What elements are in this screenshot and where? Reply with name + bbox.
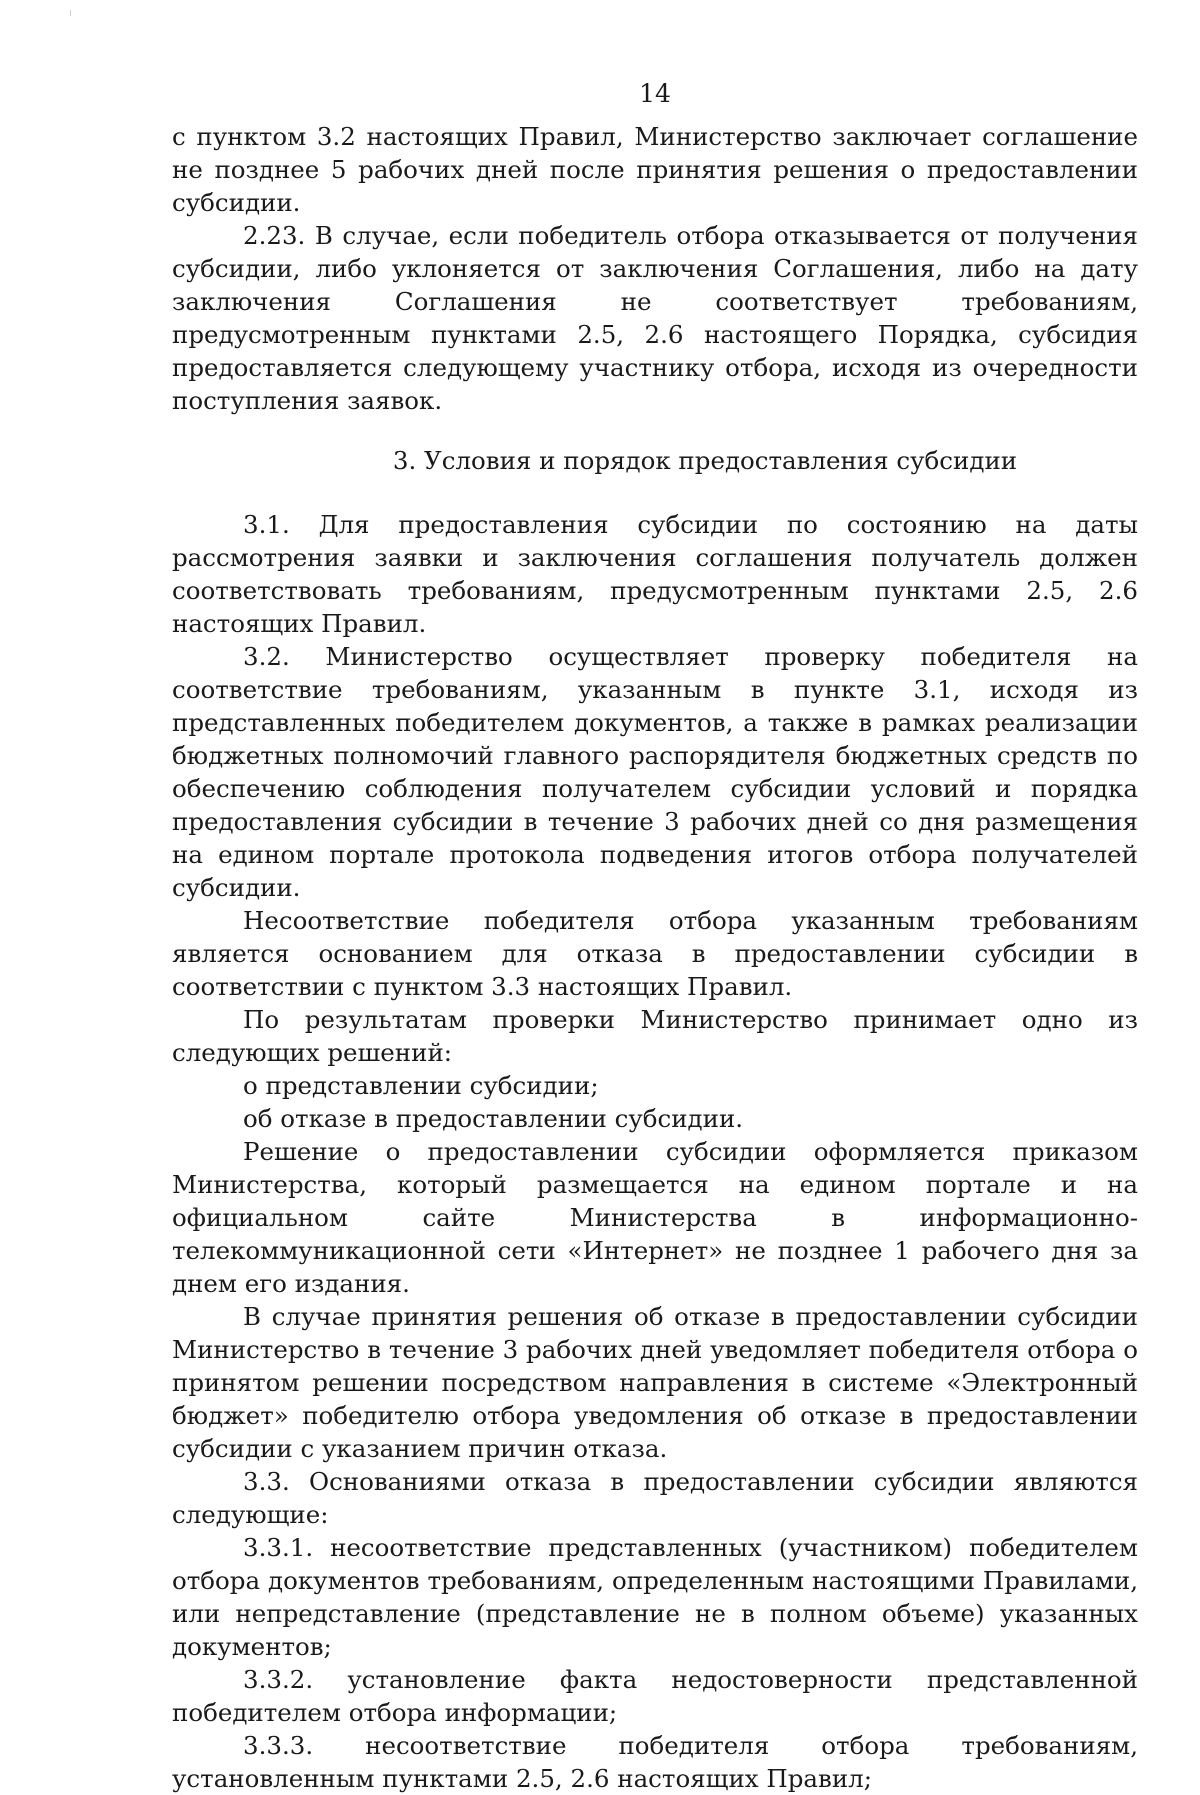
document-body (172, 120, 1138, 1795)
paragraph-p-nonconformity: Несоответствие победителя отбора указанным требованиям является основанием для отказа в предоставлении субсидии в соответствии с пунктом 3.3 настоящих Правил. (172, 906, 1138, 1001)
paragraph-p-3-3: 3.3. Основаниями отказа в предоставлении субсидии являются следующие: (172, 1467, 1138, 1529)
paragraph-p-cont: с пунктом 3.2 настоящих Правил, Министерство заключает соглашение не позднее 5 рабочих дней после принятия решения о предоставлении субсидии. (172, 122, 1138, 217)
paragraph-p-option-1: о представлении субсидии; (243, 1071, 599, 1100)
paragraph-p-2-23: 2.23. В случае, если победитель отбора отказывается от получения субсидии, либо уклоняется от заключения Соглашения, либо на дату заключения Соглашения не соответствует требованиям, предусмотренным пунктами 2.5, 2.6 настоящего Порядка, субсидия предоставляется следующему участнику отбора, исходя из очередности поступления заявок. (172, 221, 1138, 415)
paragraph-p-3-2: 3.2. Министерство осуществляет проверку победителя на соответствие требованиям, указанным в пункте 3.1, исходя из представленных победителем документов, а также в рамках реализации бюджетных полномочий главного распорядителя бюджетных средств по обеспечению соблюдения получателем субсидии условий и порядка предоставления субсидии в течение 3 рабочих дней со дня размещения на едином портале протокола подведения итогов отбора получателей субсидии. (172, 642, 1138, 902)
section-heading: 3. Условия и порядок предоставления субсидии (392, 446, 1018, 475)
paragraph-p-refusal: В случае принятия решения об отказе в предоставлении субсидии Министерство в течение 3 рабочих дней уведомляет победителя отбора о принятом решении посредством направления в системе «Электронный бюджет» победителю отбора уведомления об отказе в предоставлении субсидии с указанием причин отказа. (172, 1302, 1138, 1463)
paragraph-p-3-3-2: 3.3.2. установление факта недостоверности представленной победителем отбора информации; (172, 1665, 1138, 1727)
page-number: 14 (639, 79, 671, 108)
paragraph-p-decision: Решение о предоставлении субсидии оформляется приказом Министерства, который размещается на едином портале и на официальном сайте Министерства в информационно-телекоммуникационной сети «Интернет» не позднее 1 рабочего дня за днем его издания. (172, 1137, 1138, 1298)
scan-mark (70, 10, 71, 16)
paragraph-p-results: По результатам проверки Министерство принимает одно из следующих решений: (172, 1005, 1138, 1067)
paragraph-p-3-3-3: 3.3.3. несоответствие победителя отбора требованиям, установленным пунктами 2.5, 2.6 настоящих Правил; (172, 1731, 1138, 1793)
paragraph-p-option-2: об отказе в предоставлении субсидии. (243, 1104, 744, 1133)
paragraph-p-3-3-1: 3.3.1. несоответствие представленных (участником) победителем отбора документов требованиям, определенным настоящими Правилами, или непредставление (представление не в полном объеме) указанных документов; (172, 1533, 1138, 1661)
paragraph-p-3-1: 3.1. Для предоставления субсидии по состоянию на даты рассмотрения заявки и заключения соглашения получатель должен соответствовать требованиям, предусмотренным пунктами 2.5, 2.6 настоящих Правил. (172, 510, 1138, 638)
